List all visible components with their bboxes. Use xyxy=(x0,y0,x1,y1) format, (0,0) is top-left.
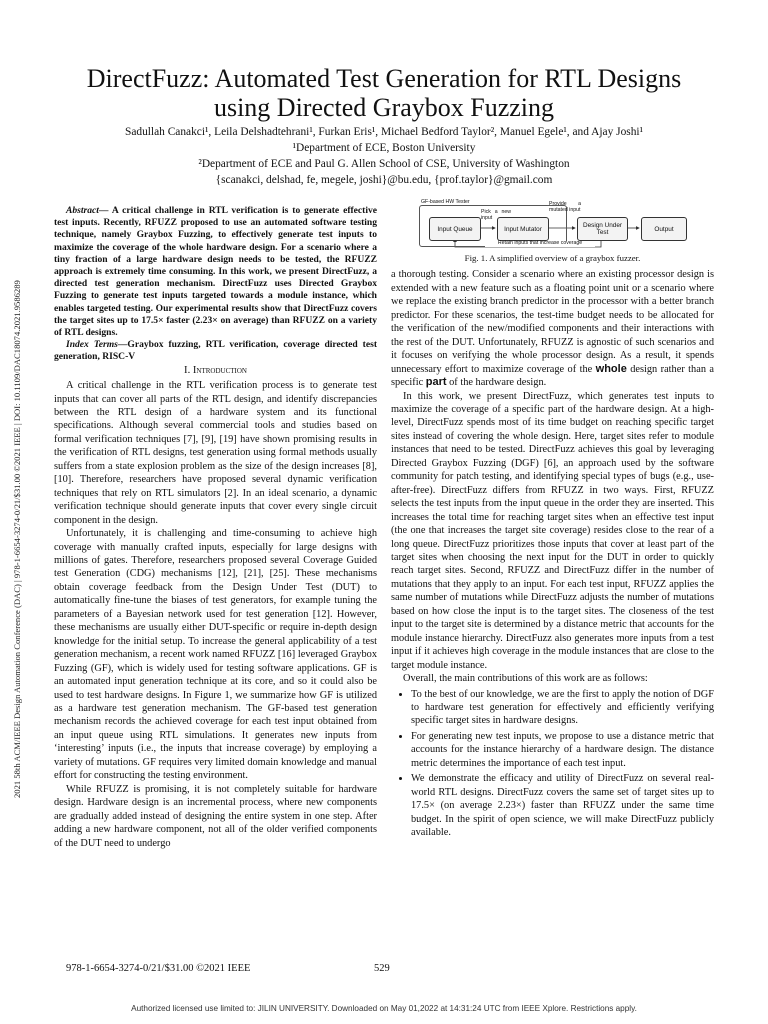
gf-tester-label: GF-based HW Tester xyxy=(421,199,470,205)
abstract xyxy=(54,205,377,339)
figure-1-caption: Fig. 1. A simplified overview of a graybox fuzzer. xyxy=(464,253,641,263)
list-item: • We demonstrate the efficacy and utility of DirectFuzz on several real-world RTL designs. DirectFuzz covers the same set of target sites up to 17.5× (on average 2.23×) faster than RFUZZ under the same time budget. In the spirit of open science, we will make DirectFuzz publicly available. xyxy=(411,772,714,839)
side-note: 2021 58th ACM/IEEE Design Automation Conference (DAC) | 978-1-6654-3274-0/21/$31.00 ©2021 IEEE | DOI: 10.1109/DAC18074.2021.9586289 xyxy=(12,280,22,798)
right-paragraph-1-text: a thorough testing. Consider a scenario where an existing processor design is extended with a new feature such as a floating point unit or a scenario where we replace the existing branch predictor in the processor with a better branch predictor. For these scenarios, the test-time budget needs to be allocated for the verification of the new/modified components and their interactions with the rest of the DUT. Unfortunately, RFUZZ is agnostic of such scenarios and it focuses on verifying the whole processor design. As a result, it spends unnecessary effort to maximize coverage of the xyxy=(391,269,714,375)
footer-isbn: 978-1-6654-3274-0/21/$31.00 ©2021 IEEE xyxy=(66,963,251,974)
contributions-list xyxy=(391,688,714,840)
figure-1-diagram xyxy=(415,198,695,250)
right-paragraph-1 xyxy=(391,268,714,389)
right-paragraph-2: In this work, we present DirectFuzz, which generates test inputs to maximize the coverage of a specific part of the hardware design. At a high-level, DirectFuzz spends most of its time budget on reaching specific target sites instead of covering the whole design. Here, target sites refer to module instances that need to be tested. DirectFuzz achieves this goal by leveraging Directed Graybox Fuzzing (DGF) [6], an approach used by the software community for patch testing, and identifying special types of bugs (e.g., use-after-free). DirectFuzz differs from RFUZZ in two ways. First, RFUZZ selects the test inputs from the input queue in the order they are inserted. This increases the total time for reaching target sites when an effective test input (the one that increases the target site coverage) resides close to the rear of a long queue. DirectFuzz prioritizes those inputs that cover at least part of the target sites when choosing the next input for the DUT in order to quickly reach target sites. Second, RFUZZ and DirectFuzz differ in the number of mutations that they apply to an input. For each test input, RFUZZ applies the same number of mutations while DirectFuzz adjusts the number of mutations based on how close the input is to the target sites. The closeness of the test input to the target site is determined by a distance metric that accounts for the module instance hierarchy. DirectFuzz also generates more inputs from a test input if it achieves high coverage in the module instances that are close to the target module instance. xyxy=(391,390,714,671)
retain-inputs-label: Retain inputs that increase coverage xyxy=(485,241,595,247)
affiliation-2: ²Department of ECE and Paul G. Allen School of CSE, University of Washington xyxy=(198,158,570,170)
section-heading-introduction: I. Introduction xyxy=(184,364,247,376)
authors-block xyxy=(40,124,728,188)
intro-paragraph-1: A critical challenge in the RTL verification process is to generate test inputs that can cover all parts of the RTL design, and identify discrepancies between the RTL design of a hardware system and its functional specifications. Although several commercial tools and studies based on formal verification techniques [7], [9], [19] have shown promising results in the verification of RTL designs, test generation using formal methods usually suffers from a state explosion problem as the size of the design increases [8], [10]. Therefore, researchers have proposed several dynamic verification techniques that rely on RTL simulators [2]. In an ideal scenario, a dynamic verification technique should generate inputs that cover every single circuit component in the design. xyxy=(54,380,377,526)
index-terms-text: —Graybox fuzzing, RTL verification, coverage directed test generation, RISC-V xyxy=(54,339,377,363)
design-under-test-box: Design Under Test xyxy=(577,217,628,241)
index-terms-label: Index Terms xyxy=(66,339,118,351)
abstract-label: Abstract xyxy=(66,205,99,216)
abstract-text: — A critical challenge in RTL verification is to generate effective test inputs. Recently, RFUZZ proposed to use an automated software testing technique, namely Graybox Fuzzing, to effectively generate test inputs to maximize the coverage of the whole hardware design. For a scenario where a tiny fraction of a large hardware design needs to be tested, the RFUZZ approach is extremely time consuming. In this work, we present DirectFuzz, a directed test generation mechanism. DirectFuzz uses Directed Graybox Fuzzing to generate test inputs targeted towards a module instance, which enables targeted testing. Our experimental results show that DirectFuzz covers the target sites up to 17.5× faster (2.23× on average) than RFUZZ on a variety of RTL designs. xyxy=(54,205,377,339)
license-notice: Authorized licensed use limited to: JILIN UNIVERSITY. Downloaded on May 01,2022 at 14:31:24 UTC from IEEE Xplore. Restrictions apply. xyxy=(131,1004,637,1013)
pick-input-label: Pick a new input xyxy=(481,209,511,221)
author-emails: {scanakci, delshad, fe, megele, joshi}@bu.edu, {prof.taylor}@gmail.com xyxy=(215,174,553,186)
input-mutator-box: Input Mutator xyxy=(497,217,549,241)
emphasis-whole: whole xyxy=(595,362,627,375)
paper-title: DirectFuzz: Automated Test Generation for RTL Designs using Directed Graybox Fuzzing xyxy=(86,64,682,122)
list-item: • To the best of our knowledge, we are the first to apply the notion of DGF to hardware test generation for effectively and efficiently verifying specific target sites in hardware designs. xyxy=(411,688,714,728)
input-queue-box: Input Queue xyxy=(429,217,481,241)
right-paragraph-3: Overall, the main contributions of this work are as follows: xyxy=(403,673,648,685)
output-box: Output xyxy=(641,217,687,241)
index-terms xyxy=(54,339,377,363)
right-paragraph-1-text-3: of the hardware design. xyxy=(446,377,547,389)
emphasis-part: part xyxy=(425,376,447,389)
page-number: 529 xyxy=(374,963,390,974)
provide-input-label: Provide a mutated input xyxy=(549,201,581,213)
list-item: • For generating new test inputs, we propose to use a distance metric that accounts for the instance hierarchy of a hardware design. The distance metric determines the importance of each test input. xyxy=(411,730,714,770)
affiliation-1: ¹Department of ECE, Boston University xyxy=(292,142,476,154)
intro-paragraph-3: While RFUZZ is promising, it is not completely suitable for hardware design. Hardware design is an incremental process, where new components are gradually added instead of designing the entire system in one step. After adding a new hardware component, not all of the older verified components of the DUT need to undergo xyxy=(54,783,377,849)
right-column xyxy=(391,198,714,841)
right-paragraph-1-text-2: design rather than a specific xyxy=(391,363,714,389)
intro-paragraph-2: Unfortunately, it is challenging and time-consuming to achieve high coverage with manually crafted inputs, especially for large designs with millions of gates. Therefore, researchers proposed several Coverage Guided test Generation (CDG) mechanisms [12], [21], [25]. These mechanisms obtain coverage feedback from the Design Under Test (DUT) to automatically fine-tune the biases of test generators, for example tuning the parameters of a Bayesian network used for test generation [12]. However, these mechanisms are usually either DUT-specific or require in-depth design knowledge for the initial setup. To increase the general applicability of a test generation mechanism, a recent work named RFUZZ [16] leveraged Graybox Fuzzing (GF), which is widely used for testing software applications. GF is an automated input generation technique at its core, and so it could also be used to test hardware designs. In Figure 1, we summarize how GF is utilized as a hardware test generation mechanism. The GF-based test generation mechanism records the achieved coverage for each test input obtained from an input queue using RTL simulations. It generates new inputs from ‘interesting’ inputs (i.e., the inputs that increase coverage) by employing a variety of mutations. GF requires very limited domain knowledge and manual effort for constructing the testing environment. xyxy=(54,528,377,782)
left-column xyxy=(54,205,377,850)
author-names: Sadullah Canakci¹, Leila Delshadtehrani¹, Furkan Eris¹, Michael Bedford Taylor², Manuel Egele¹, and Ajay Joshi¹ xyxy=(124,126,643,138)
